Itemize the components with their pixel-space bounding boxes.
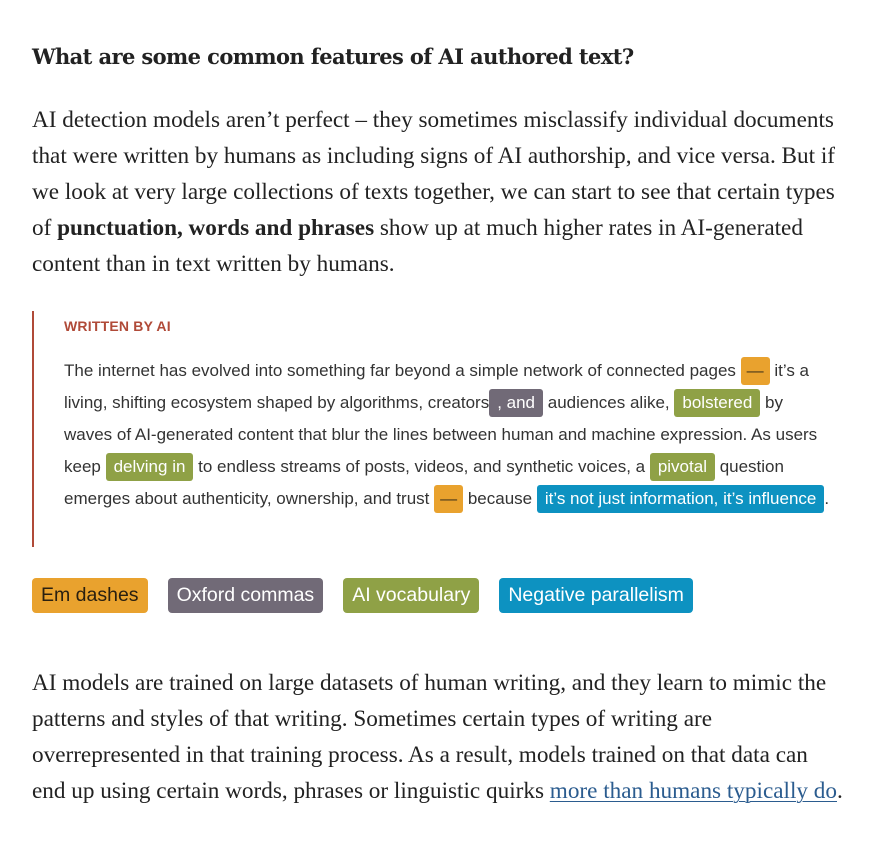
ai-text-segment: . <box>824 489 830 508</box>
ai-text-segment: it’s a living, shifting ecosystem shaped by algorithms, creators <box>64 361 810 412</box>
legend-oxford-commas: Oxford commas <box>168 578 324 613</box>
outro-text-end: . <box>837 778 843 804</box>
section-heading: What are some common features of AI authored text? <box>32 44 634 69</box>
more-than-humans-link[interactable]: more than humans typically do <box>549 778 837 804</box>
legend-ai-vocabulary: AI vocabulary <box>343 578 479 613</box>
highlight-em-dash: — <box>434 485 463 513</box>
outro-text-start: AI models are trained on large datasets of human writing, and they learn to mimic the patterns and styles of that writing. Sometimes certain types of writing are overrepresented in that training process. As a result, models trained on that data can end up using certain words, phrases or linguistic quirks <box>32 670 827 804</box>
intro-bold-phrase: punctuation, words and phrases <box>57 215 375 241</box>
intro-text-end: show up at much higher rates in AI-generated content than in text written by humans. <box>32 215 803 277</box>
ai-example-text <box>64 355 834 515</box>
ai-text-segment: by waves of AI-generated content that blur the lines between human and machine expression. As users keep <box>64 393 818 476</box>
outro-paragraph <box>32 665 847 809</box>
highlight-ai-vocabulary: delving in <box>106 453 194 481</box>
ai-text-segment: question emerges about authenticity, ownership, and trust <box>64 457 784 508</box>
ai-text-segment: because <box>463 489 537 508</box>
ai-text-segment: to endless streams of posts, videos, and synthetic voices, a <box>193 457 650 476</box>
ai-example-quote <box>32 311 834 547</box>
intro-text-start: AI detection models aren’t perfect – they sometimes misclassify individual documents that were written by humans as including signs of AI authorship, and vice versa. But if we look at very large collections of texts together, we can start to see that certain types of <box>32 107 836 241</box>
highlight-oxford-comma: , and <box>489 389 543 417</box>
ai-text-segment: The internet has evolved into something far beyond a simple network of connected pages <box>64 361 741 380</box>
ai-example-label: WRITTEN BY AI <box>64 318 171 334</box>
highlight-ai-vocabulary: pivotal <box>650 453 715 481</box>
highlight-em-dash: — <box>741 357 770 385</box>
intro-paragraph <box>32 102 847 282</box>
legend-em-dashes: Em dashes <box>32 578 148 613</box>
legend-negative-parallelism: Negative parallelism <box>499 578 693 613</box>
ai-text-segment: audiences alike, <box>543 393 675 412</box>
highlight-legend <box>32 578 693 613</box>
highlight-negative-parallelism: it’s not just information, it’s influence <box>537 485 825 513</box>
highlight-ai-vocabulary: bolstered <box>674 389 760 417</box>
